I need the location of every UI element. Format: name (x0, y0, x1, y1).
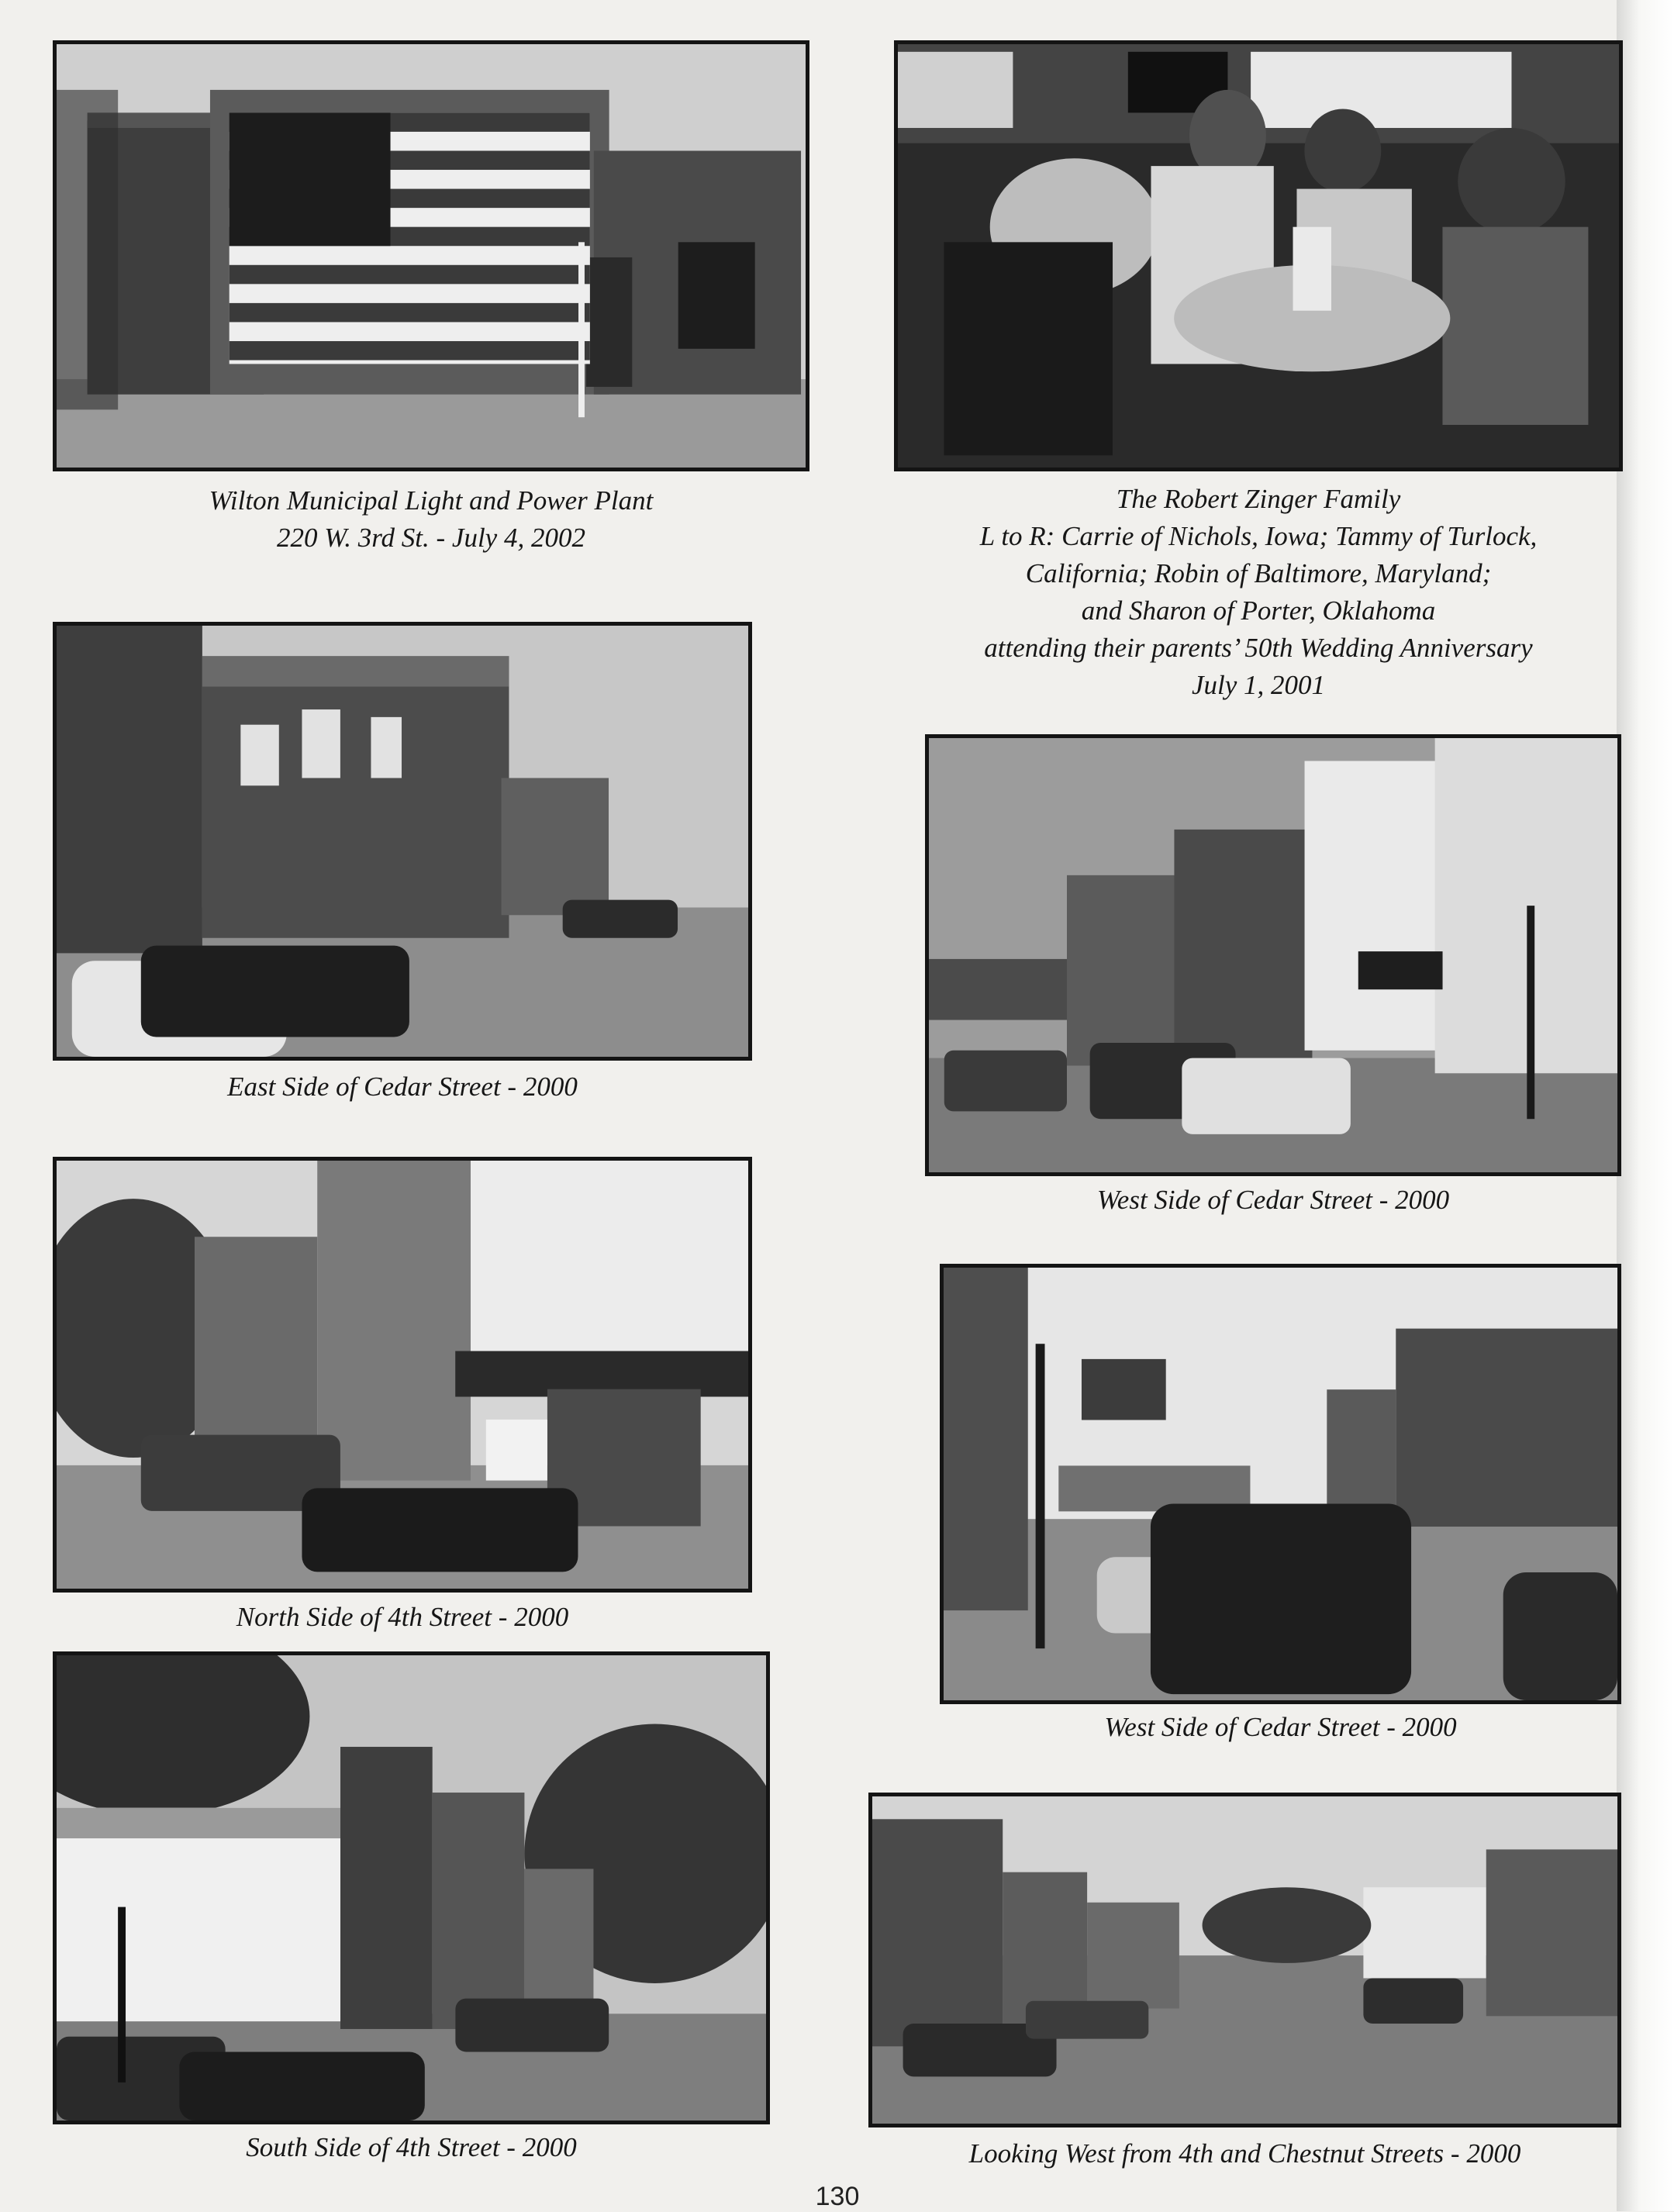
caption-zinger-family (894, 481, 1623, 704)
caption-line: West Side of Cedar Street - 2000 (1096, 1185, 1450, 1215)
caption-west-side-cedar-2 (940, 1709, 1621, 1746)
caption-line: South Side of 4th Street - 2000 (246, 2132, 577, 2162)
caption-east-side-cedar (53, 1068, 752, 1106)
caption-west-side-cedar-1 (925, 1182, 1621, 1219)
photo-north-side-4th (53, 1157, 752, 1593)
caption-line: East Side of Cedar Street - 2000 (227, 1071, 578, 1102)
page-edge-shadow (1617, 0, 1674, 2211)
caption-line: California; Robin of Baltimore, Maryland; (1025, 558, 1492, 588)
caption-line: The Robert Zinger Family (1116, 484, 1401, 514)
caption-line: West Side of Cedar Street - 2000 (1104, 1712, 1457, 1742)
caption-south-side-4th (53, 2129, 770, 2166)
caption-north-side-4th (53, 1599, 752, 1636)
caption-looking-west-chestnut (868, 2135, 1621, 2172)
caption-line: attending their parents’ 50th Wedding Anniversary (984, 633, 1533, 663)
caption-line: Looking West from 4th and Chestnut Streets - 2000 (968, 2138, 1521, 2169)
photo-west-side-cedar-1 (925, 734, 1621, 1176)
caption-line: July 1, 2001 (1191, 670, 1326, 700)
caption-line: Wilton Municipal Light and Power Plant (209, 485, 654, 516)
photo-west-side-cedar-2 (940, 1264, 1621, 1704)
photo-south-side-4th (53, 1651, 770, 2124)
photo-zinger-family (894, 40, 1623, 471)
caption-line: North Side of 4th Street - 2000 (236, 1602, 569, 1632)
caption-line: 220 W. 3rd St. - July 4, 2002 (277, 523, 585, 553)
caption-line: L to R: Carrie of Nichols, Iowa; Tammy of Turlock, (979, 521, 1538, 551)
photo-looking-west-chestnut (868, 1793, 1621, 2127)
photo-east-side-cedar (53, 622, 752, 1061)
page-number: 130 (815, 2182, 860, 2211)
caption-power-plant (53, 482, 809, 557)
photo-power-plant (53, 40, 809, 471)
caption-line: and Sharon of Porter, Oklahoma (1081, 595, 1436, 626)
